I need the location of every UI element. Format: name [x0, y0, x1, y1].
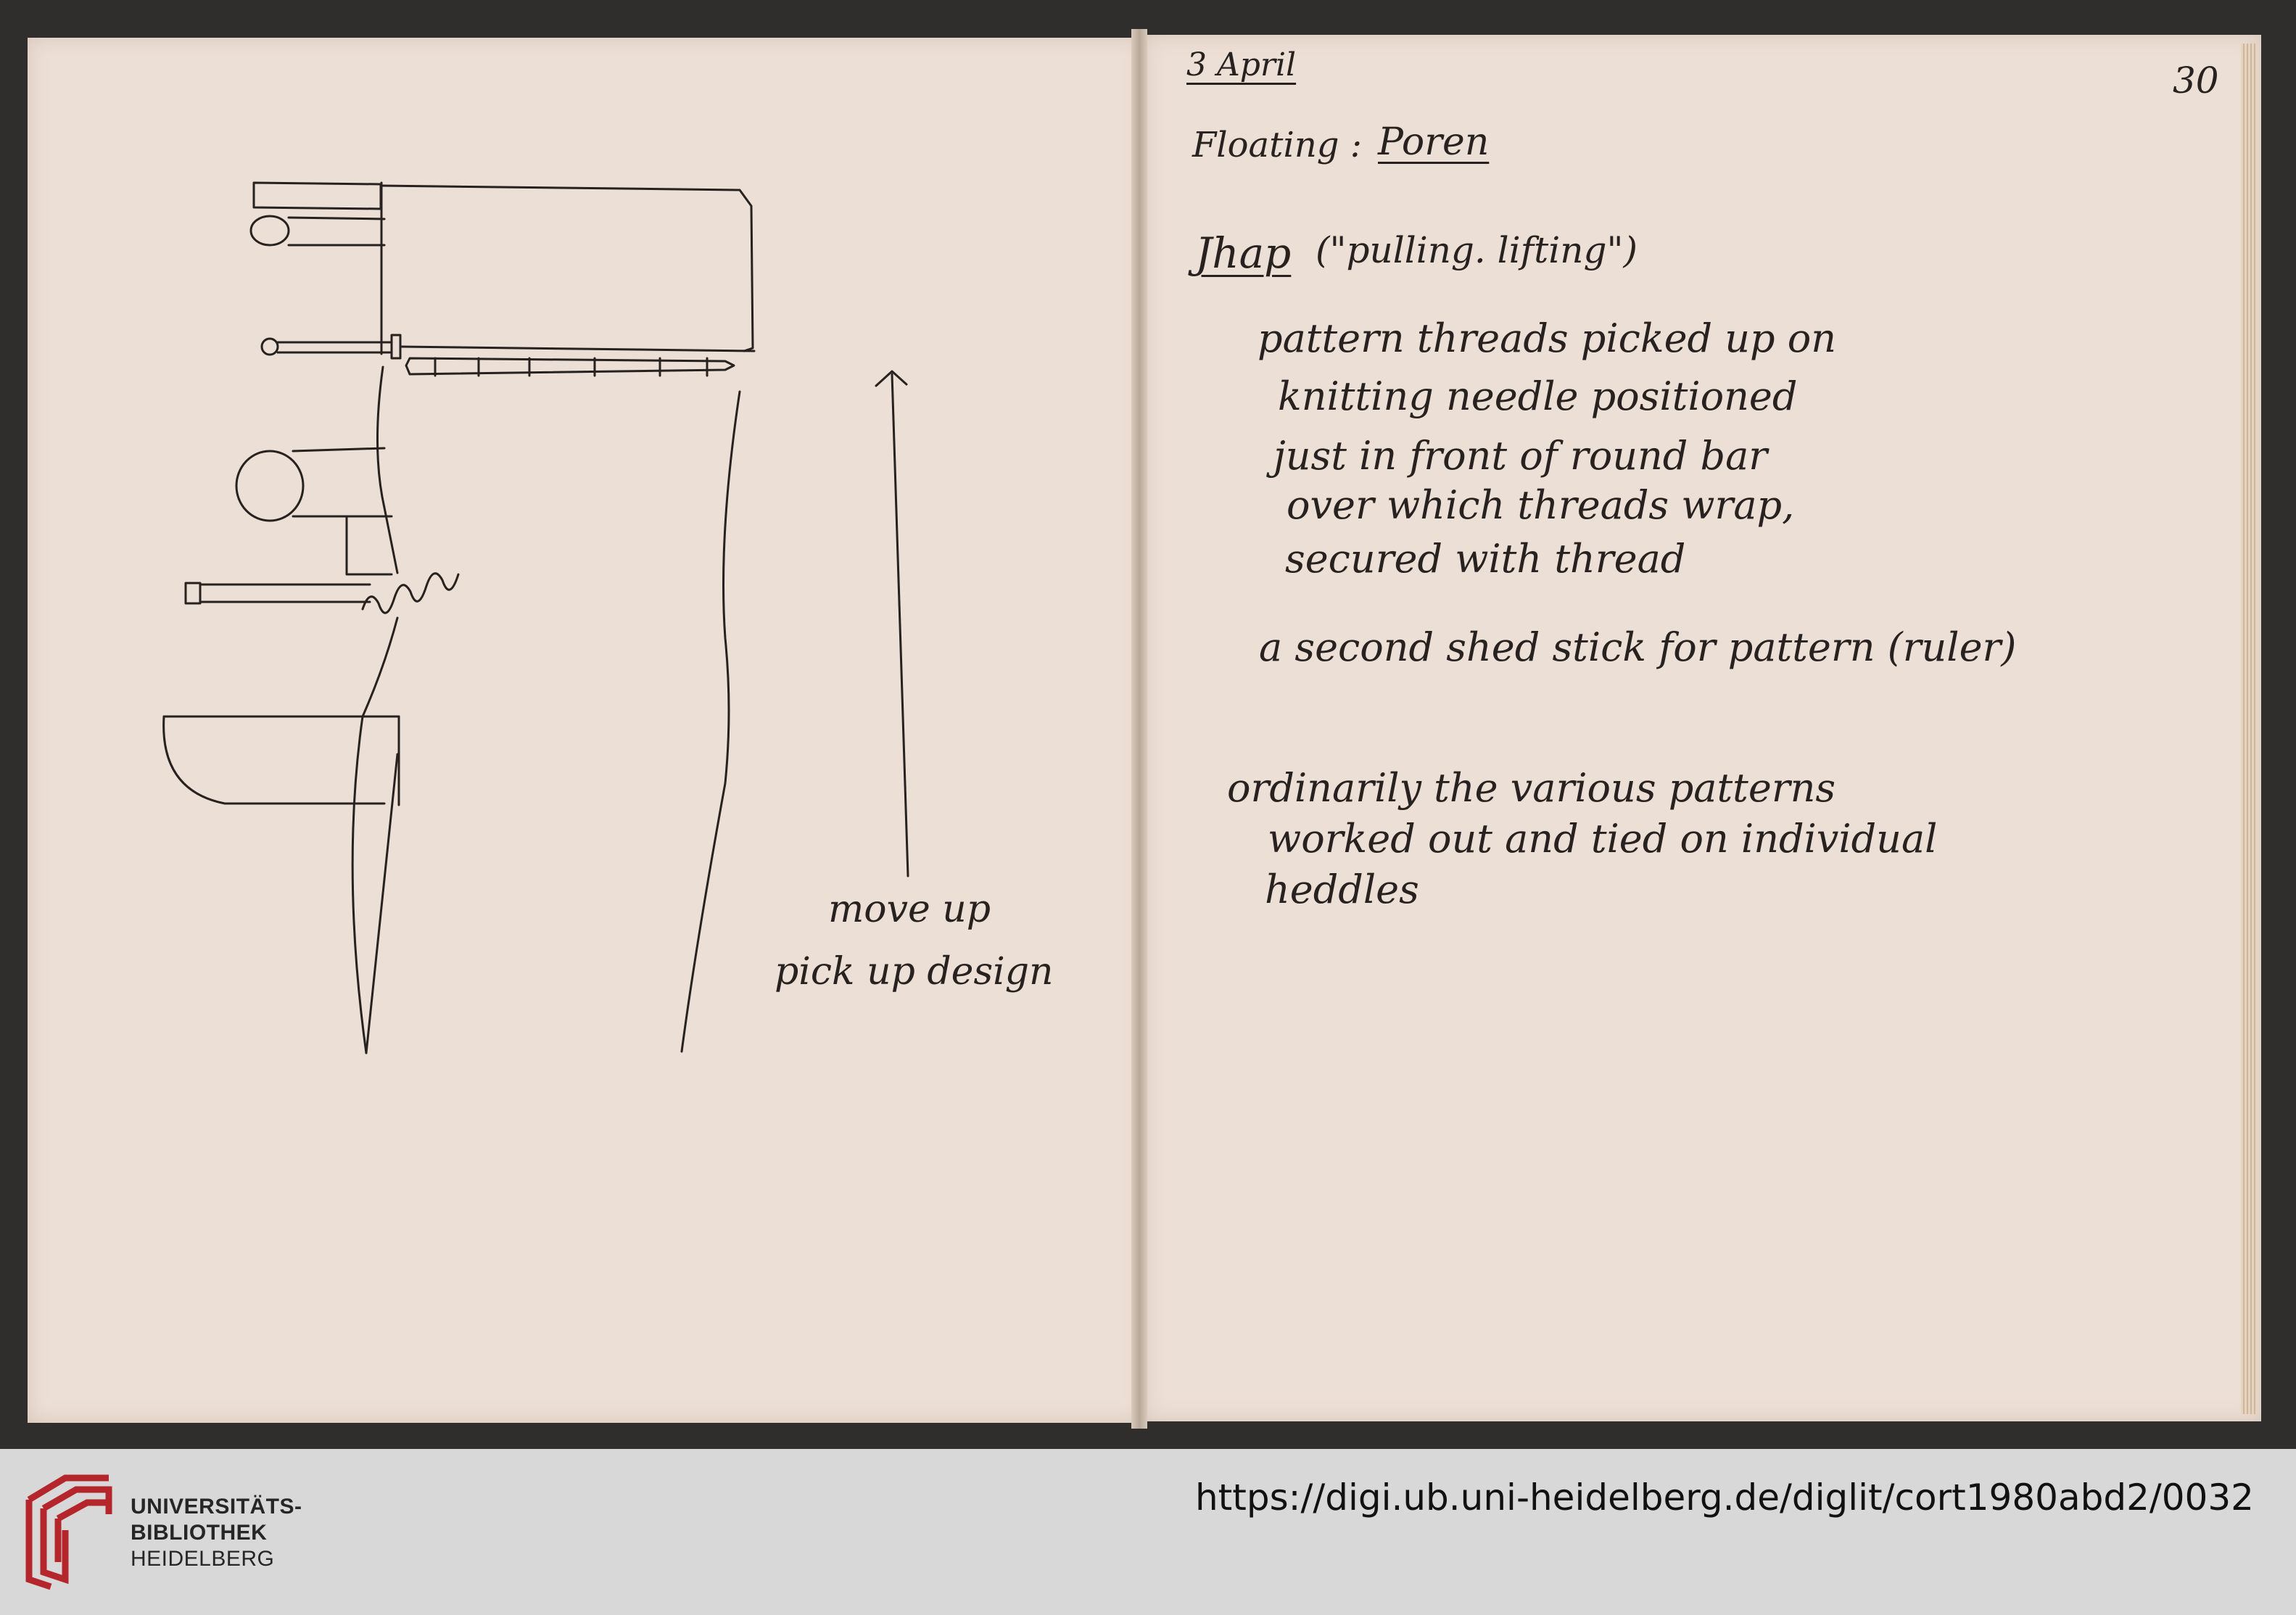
- sketch-heddle-rod: [186, 574, 458, 614]
- heading-floating: Floating :: [1192, 125, 1362, 165]
- note-line: a second shed stick for pattern (ruler): [1259, 624, 2017, 670]
- sketch-cloth-beam: [262, 335, 754, 358]
- sketch-knitting-needle: [406, 358, 734, 376]
- jhap-gloss: ("pulling. lifting"): [1316, 229, 1638, 271]
- heading-poren: Poren: [1378, 120, 1490, 164]
- library-footer: [0, 1449, 2296, 1615]
- logo-line-1: UNIVERSITÄTS-: [131, 1495, 302, 1519]
- note-line: knitting needle positioned: [1278, 373, 1798, 419]
- note-line: just in front of round bar: [1273, 433, 1768, 479]
- note-line: pattern threads picked up on: [1258, 315, 1837, 361]
- note-line: ordinarily the various patterns: [1227, 765, 1836, 811]
- page-number: 30: [2173, 59, 2219, 102]
- note-line: secured with thread: [1285, 536, 1686, 582]
- library-logo-icon: [22, 1471, 116, 1593]
- sketch-top-beam: [251, 183, 753, 354]
- note-line: worked out and tied on individual: [1268, 816, 1938, 862]
- note-date: 3 April: [1186, 46, 1297, 83]
- sketch-shed-stick: [236, 448, 392, 574]
- permalink-url[interactable]: https://digi.ub.uni-heidelberg.de/diglit/cort1980abd2/0032: [1194, 1476, 2254, 1519]
- sketch-breast-beam: [164, 716, 399, 805]
- note-line: over which threads wrap,: [1287, 482, 1795, 528]
- logo-line-3: HEIDELBERG: [131, 1547, 275, 1571]
- logo-line-2: BIBLIOTHEK: [131, 1521, 268, 1545]
- move-up-arrow: [876, 371, 908, 876]
- note-line: heddles: [1265, 867, 1419, 912]
- sketch-label-pick-up-design: pick up design: [775, 950, 1054, 994]
- heading-jhap: Jhap: [1195, 228, 1292, 278]
- sketch-label-move-up: move up: [828, 888, 991, 931]
- library-name: [131, 1494, 348, 1572]
- sketch-warp-edges: [352, 367, 740, 1053]
